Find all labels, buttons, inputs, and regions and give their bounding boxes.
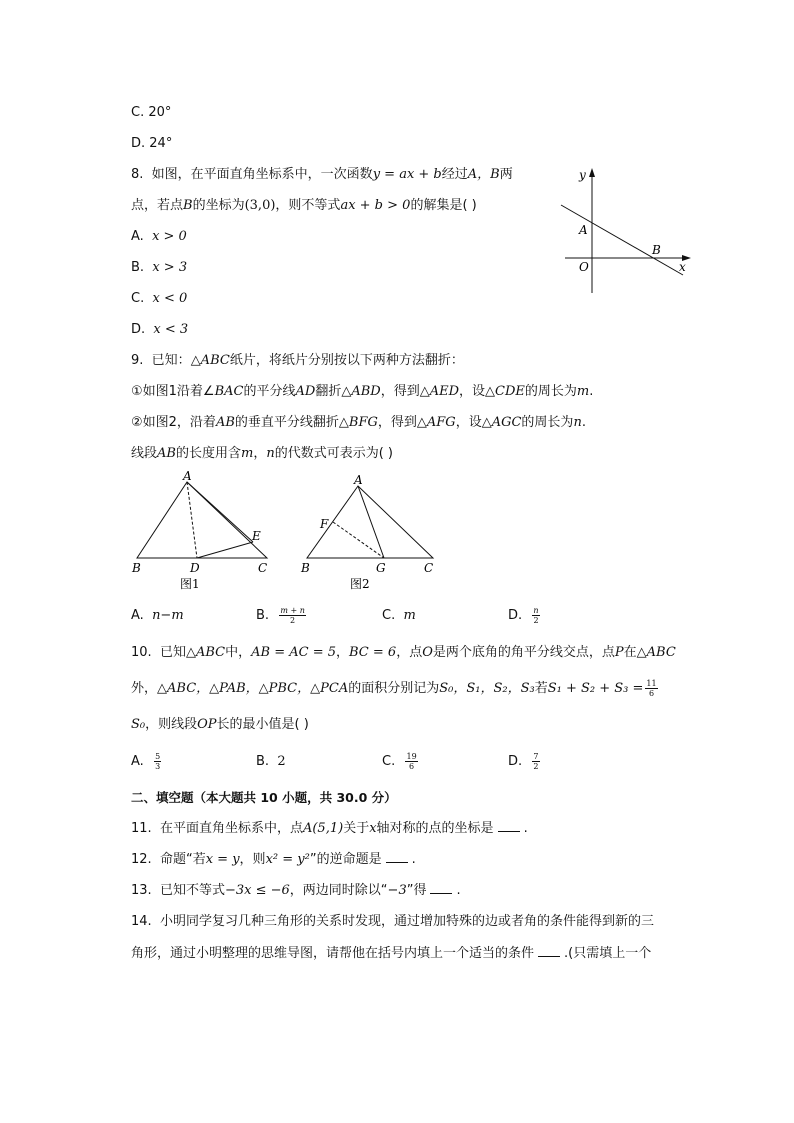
q10-line-1: 10. 已知△ABC中，AB = AC = 5，BC = 6，点O是两个底角的角平分线交点，点P在△ABC [131, 645, 676, 660]
q12-number: 12. [131, 852, 152, 867]
x-label: x [679, 260, 686, 274]
fig2-label-a: A [354, 473, 363, 487]
q8-line-2: 点，若点B的坐标为(3,0)，则不等式ax + b > 0的解集是( ) [131, 198, 477, 213]
fig1-label-c: C [258, 561, 268, 575]
q14-answer-blank[interactable] [538, 944, 560, 957]
q8-number: 8. [131, 167, 144, 182]
point-b-label: B [652, 243, 661, 257]
fig2-label-b: B [301, 561, 310, 575]
q9-figure-2 [298, 470, 448, 595]
q14-line-2: 角形，通过小明整理的思维导图，请帮他在括号内填上一个适当的条件 .(只需填上一个 [131, 946, 652, 961]
q9-figure-1 [128, 470, 278, 595]
bisector-ad [187, 482, 197, 558]
q9-line-3: ②如图2，沿着AB的垂直平分线翻折△BFG，得到△AFG，设△AGC的周长为n. [131, 415, 586, 430]
fig1-label-d: D [190, 561, 200, 575]
q9-option-c: C. m [382, 608, 416, 623]
q8-inequality: ax + b > 0 [340, 198, 411, 213]
q14-line-1: 14. 小明同学复习几种三角形的关系时发现，通过增加特殊的边或者角的条件能得到新的三 [131, 914, 654, 929]
triangle-abc [137, 482, 267, 558]
y-axis-arrow [589, 168, 595, 177]
fig1-label-b: B [132, 561, 141, 575]
q8-option-d: D. x < 3 [131, 322, 189, 337]
q8-option-b: B. x > 3 [131, 260, 188, 275]
q9-option-d: D. $\frac{n}{2}$ [508, 606, 539, 625]
q12-answer-blank[interactable] [386, 850, 408, 863]
q8-function: y = ax + b [372, 167, 442, 182]
origin-label: O [579, 260, 589, 274]
q7-option-d: D. 24° [131, 136, 173, 151]
q11-number: 11. [131, 821, 152, 836]
q10-option-a: A. $\frac{5}{3}$ [131, 752, 161, 771]
fig1-caption: 图1 [180, 577, 200, 591]
q8-line-1: 8. 如图，在平面直角坐标系中，一次函数y = ax + b经过A，B两 [131, 167, 513, 182]
q9-number: 9. [131, 353, 144, 368]
y-label: y [579, 168, 586, 182]
q13-number: 13. [131, 883, 152, 898]
q9-line-1: 9. 已知：△ABC纸片，将纸片分别按以下两种方法翻折： [131, 353, 464, 368]
q9-option-a: A. n−m [131, 608, 184, 623]
segment-ag [358, 486, 384, 558]
q8-coordinate-figure [555, 165, 695, 295]
q8-coordinate: (3,0) [244, 198, 276, 213]
fig2-label-f: F [320, 517, 329, 531]
fig2-caption: 图2 [350, 577, 370, 591]
q9-line-4: 线段AB的长度用含m，n的代数式可表示为( ) [131, 446, 393, 461]
q10-line-3: S₀，则线段OP长的最小值是( ) [131, 717, 309, 732]
segment-de [197, 542, 253, 558]
q10-option-d: D. $\frac{7}{2}$ [508, 752, 539, 771]
point-a-label: A [579, 223, 588, 237]
fig1-label-a: A [183, 470, 192, 483]
q9-option-b: B. $\frac{m + n}{2}$ [256, 606, 305, 625]
fig1-label-e: E [252, 529, 261, 543]
q13-answer-blank[interactable] [430, 881, 452, 894]
segment-ae [187, 482, 253, 542]
q11-line: 11. 在平面直角坐标系中，点A(5,1)关于x轴对称的点的坐标是 . [131, 821, 528, 836]
q7-option-c: C. 20° [131, 105, 172, 120]
fig2-label-c: C [424, 561, 434, 575]
fold-fg [333, 522, 384, 558]
q11-answer-blank[interactable] [498, 819, 520, 832]
q8-option-c: C. x < 0 [131, 291, 188, 306]
q10-option-c: C. $\frac{19}{6}$ [382, 752, 417, 771]
q9-line-2: ①如图1沿着∠BAC的平分线AD翻折△ABD，得到△AED，设△CDE的周长为m. [131, 384, 594, 399]
q12-line: 12. 命题“若x = y，则x² = y²”的逆命题是 . [131, 852, 416, 867]
q10-number: 10. [131, 645, 152, 660]
q8-option-a: A. x > 0 [131, 229, 187, 244]
q13-line: 13. 已知不等式−3x ≤ −6，两边同时除以“−3”得 . [131, 883, 461, 898]
fig2-label-g: G [376, 561, 386, 575]
q10-line-2: 外，△ABC，△PAB，△PBC，△PCA的面积分别记为S₀，S₁，S₂，S₃若S₁ + S₂ + S₃ = $\frac{11}{6}$ [131, 679, 657, 698]
section-2-title: 二、填空题（本大题共 10 小题，共 30.0 分） [131, 790, 397, 805]
q10-option-b: B. 2 [256, 754, 286, 769]
q14-number: 14. [131, 914, 152, 929]
